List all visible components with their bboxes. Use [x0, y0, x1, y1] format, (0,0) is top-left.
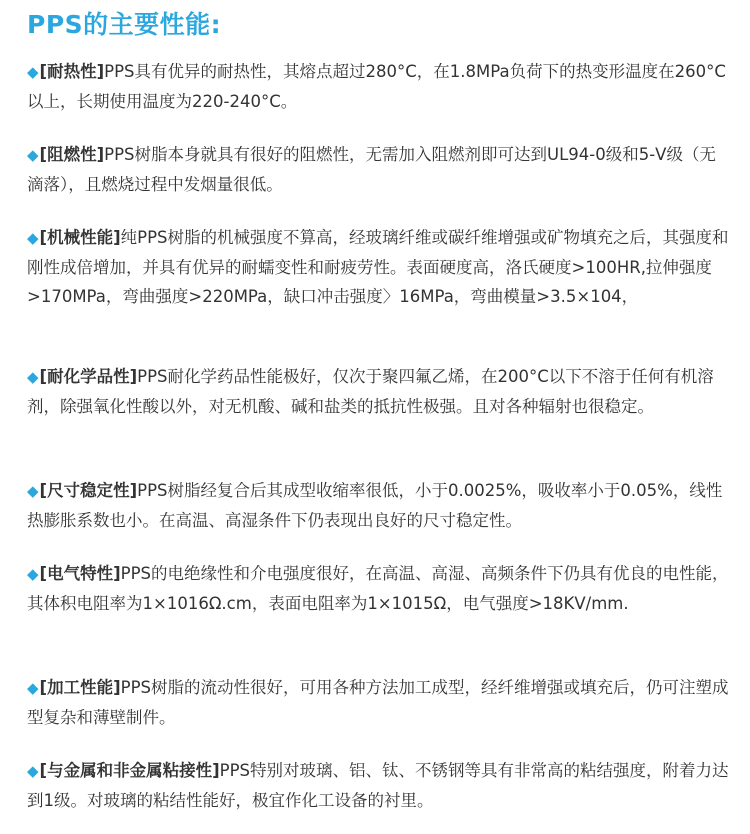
section-label: [耐化学品性] [39, 367, 138, 386]
section-dimensional-stability [27, 476, 730, 535]
section-label: [与金属和非金属粘接性] [39, 761, 220, 780]
section-text: PPS具有优异的耐热性，其熔点超过280°C，在1.8MPa负荷下的热变形温度在260°C以上，长期使用温度为220-240°C。 [27, 62, 726, 111]
section-electrical-properties [27, 559, 730, 618]
section-label: [耐热性] [39, 62, 105, 81]
section-text: 纯PPS树脂的机械强度不算高，经玻璃纤维或碳纤维增强或矿物填充之后，其强度和刚性成倍增加，并具有优异的耐蠕变性和耐疲劳性。表面硬度高，洛氏硬度>100HR,拉伸强度>170MPa，弯曲强度>220MPa，缺口冲击强度〉16MPa，弯曲模量>3.5×104， [27, 228, 729, 306]
section-text: PPS耐化学药品性能极好，仅次于聚四氟乙烯，在200°C以下不溶于任何有机溶剂，除强氧化性酸以外，对无机酸、碱和盐类的抵抗性极强。且对各种辐射也很稳定。 [27, 367, 714, 416]
section-label: [机械性能] [39, 228, 121, 247]
diamond-bullet-icon: ◆ [27, 482, 39, 500]
section-label: [加工性能] [39, 678, 121, 697]
diamond-bullet-icon: ◆ [27, 368, 39, 386]
section-processability [27, 673, 730, 732]
section-label: [尺寸稳定性] [39, 481, 138, 500]
section-mechanical-properties [27, 223, 730, 311]
section-text: PPS树脂的流动性很好，可用各种方法加工成型，经纤维增强或填充后，仍可注塑成型复杂和薄壁制件。 [27, 678, 729, 727]
section-heat-resistance [27, 57, 730, 116]
diamond-bullet-icon: ◆ [27, 146, 39, 164]
section-text: PPS树脂本身就具有很好的阻燃性，无需加入阻燃剂即可达到UL94-0级和5-V级（无滴落），且燃烧过程中发烟量很低。 [27, 145, 716, 194]
section-flame-retardancy [27, 140, 730, 199]
diamond-bullet-icon: ◆ [27, 679, 39, 697]
section-text: PPS的电绝缘性和介电强度很好，在高温、高湿、高频条件下仍具有优良的电性能，其体积电阻率为1×1016Ω.cm，表面电阻率为1×1015Ω，电气强度>18KV/mm. [27, 564, 729, 613]
diamond-bullet-icon: ◆ [27, 229, 39, 247]
section-text: PPS特别对玻璃、铝、钛、不锈钢等具有非常高的粘结强度，附着力达到1级。对玻璃的粘结性能好，极宜作化工设备的衬里。 [27, 761, 729, 810]
page-title: PPS的主要性能: [27, 10, 222, 39]
diamond-bullet-icon: ◆ [27, 762, 39, 780]
diamond-bullet-icon: ◆ [27, 565, 39, 583]
section-text: PPS树脂经复合后其成型收缩率很低，小于0.0025%，吸收率小于0.05%，线性热膨胀系数也小。在高温、高湿条件下仍表现出良好的尺寸稳定性。 [27, 481, 723, 530]
section-label: [电气特性] [39, 564, 121, 583]
section-chemical-resistance [27, 362, 730, 421]
section-label: [阻燃性] [39, 145, 105, 164]
diamond-bullet-icon: ◆ [27, 63, 39, 81]
section-adhesion [27, 756, 730, 815]
